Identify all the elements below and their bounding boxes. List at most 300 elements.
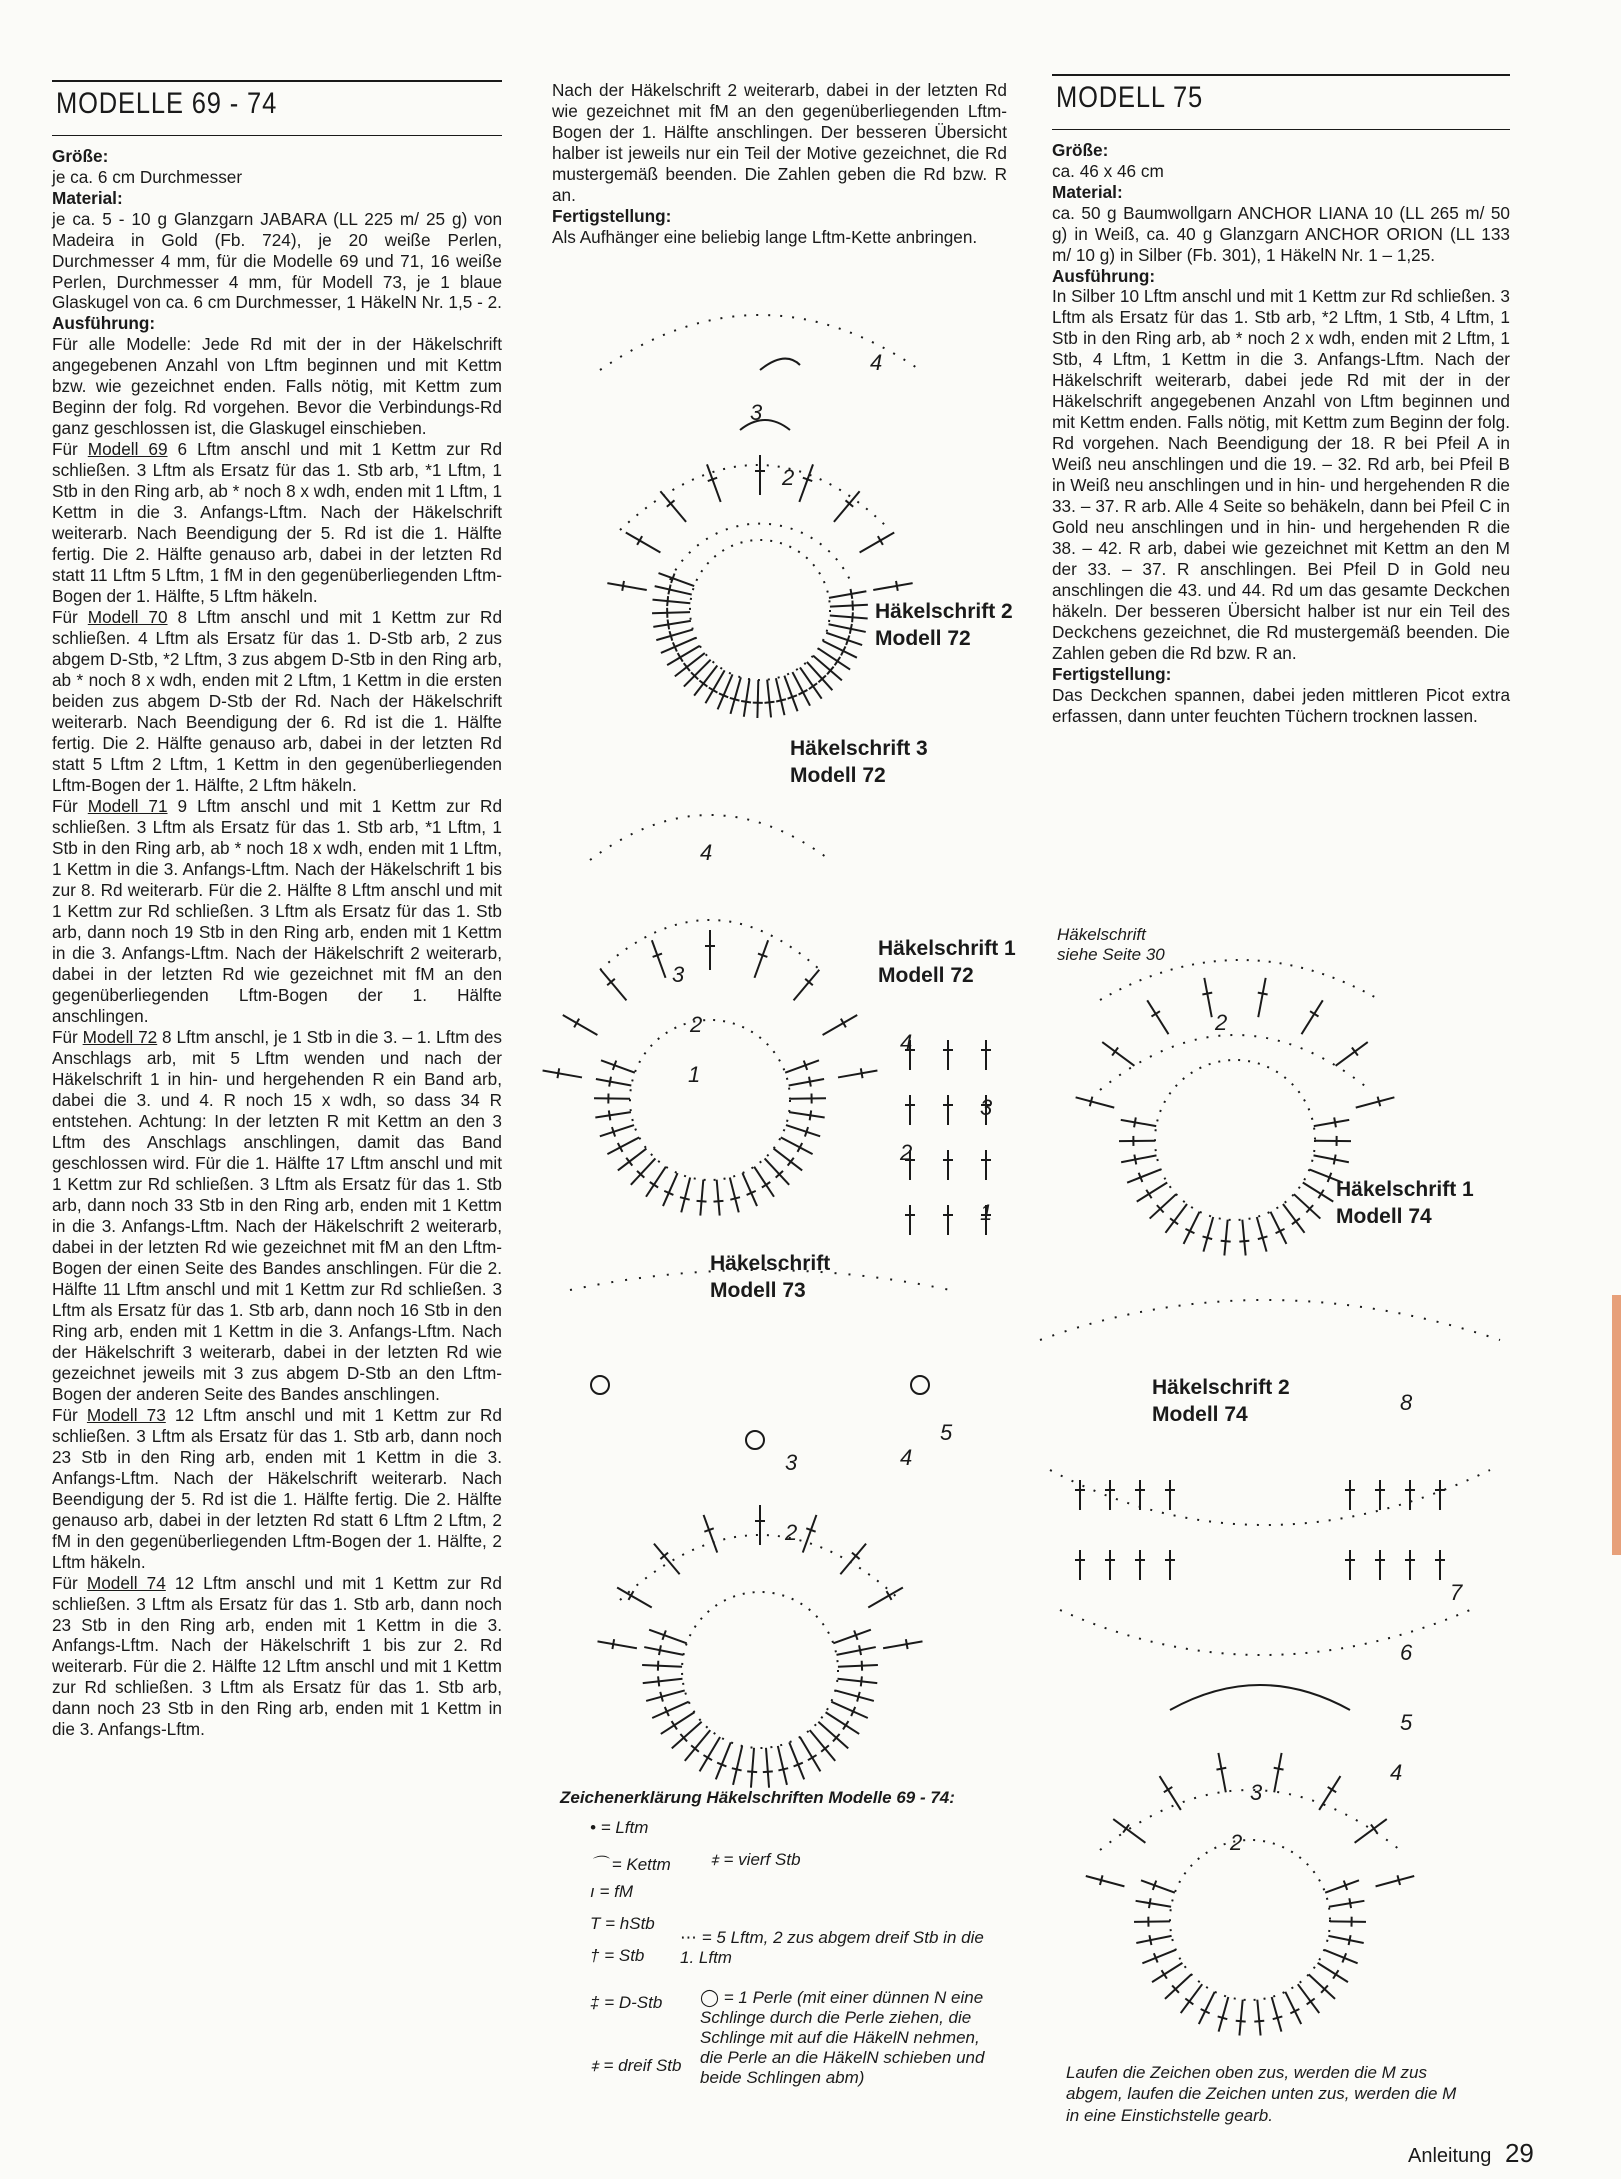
stitch-crossbar [1123, 1825, 1129, 1833]
stitch-mark [751, 1748, 754, 1788]
right-title-underline [1052, 129, 1510, 130]
stitch-mark [652, 612, 690, 613]
stitch-mark [1314, 1155, 1349, 1162]
stitch-crossbar [669, 631, 672, 641]
stitch-crossbar [1349, 1898, 1351, 1908]
stitch-ticks-72-3 [543, 930, 878, 1216]
size-text: je ca. 6 cm Durchmesser [52, 166, 243, 187]
stitch-crossbar [1134, 1155, 1136, 1165]
stitch-mark [643, 1679, 683, 1683]
middle-finish-text: Als Aufhänger eine beliebig lange Lftm-Kette anbringen. [552, 226, 978, 247]
stitch-crossbar [658, 1676, 659, 1686]
stitch-crossbar [1149, 1935, 1151, 1945]
stitch-crossbar [680, 1197, 690, 1199]
label-73: Häkelschrift Modell 73 [710, 1252, 831, 1303]
stitch-crossbar [1185, 1999, 1193, 2005]
model-70-ref: Modell 70 [87, 607, 168, 628]
footer [1408, 2138, 1534, 2169]
stitch-crossbar [557, 1068, 559, 1078]
exec-label: Ausführung: [52, 313, 156, 334]
round-label-6: 6 [1400, 1640, 1413, 1665]
right-material-label: Material: [1052, 181, 1123, 202]
row-1-label: 1 [980, 1200, 993, 1225]
stitch-mark [1142, 1950, 1175, 1963]
label-72-3: Häkelschrift 3 Modell 72 [790, 737, 928, 788]
stitch-mark [781, 1137, 813, 1154]
stitch-mark [826, 1712, 860, 1734]
stitch-mark [642, 1665, 682, 1667]
model-72-ref: Modell 72 [82, 1026, 158, 1047]
stitch-crossbar [850, 624, 852, 634]
stitch-mark [1203, 1217, 1213, 1252]
stitch-mark [1127, 1169, 1160, 1182]
stitch-mark [837, 1647, 876, 1655]
legend-dreifstb: ⧧ = dreif Stb [590, 2056, 682, 2075]
stitch-mark [672, 1722, 702, 1749]
stitch-mark [776, 678, 785, 715]
round-label-1: 1 [688, 1062, 701, 1087]
edge-mark [1612, 1295, 1621, 1555]
legend-dstb: ‡ = D-Stb [590, 1993, 663, 2012]
stitch-crossbar [810, 1110, 812, 1120]
crochet-chart-74-2 [1020, 1280, 1520, 2040]
stitch-mark [754, 940, 768, 978]
footer-section: Anleitung [1408, 2145, 1492, 2167]
stitch-mark [1136, 1901, 1172, 1907]
stitch-mark [1274, 1753, 1281, 1792]
stitch-crossbar [1273, 2016, 1283, 2019]
stitch-crossbar [896, 581, 898, 591]
legend-vierfstb: ⧧ = vierf Stb [710, 1850, 801, 1869]
stitch-mark [1376, 1876, 1415, 1886]
stitch-crossbar [1090, 1097, 1093, 1107]
stitch-mark [543, 1070, 582, 1077]
stitch-mark [717, 1180, 720, 1216]
stitch-mark [1076, 1097, 1115, 1107]
legend-perle: ◯ = 1 Perle (mit einer dünnen N eine Schlinge durch die Perle ziehen, die Schlinge mit auf die HäkelN nehmen, die Perle an die HäkelN schieben und beide Schlingen abm) [700, 1988, 985, 2087]
stitch-mark [1319, 1776, 1340, 1810]
title-rule [52, 80, 502, 82]
stitch-mark [1303, 1183, 1333, 1202]
exec-para-1: Für alle Modelle: Jede Rd mit der in der Häkelschrift angegebenen Anzahl von Lftm beginnen und mit Kettm bzw. wie gezeichnet enden. Falls nötig, mit Kettm zum Beginn der folg. Rd vorgehen. Bevor die Verbindungs-Rd ganz geschlossen ist, die Glaskugel einschieben. [52, 334, 502, 439]
exec-para-73: Für Modell 73 12 Lftm anschl und mit 1 Kettm zur Rd schließen. 3 Lftm als Ersatz für das 1. Stb arb, dann noch 23 Stb in den Ring arb, enden mit 1 Kettm in die 3. Anfangs-Lftm. Nach der Häkelschrift weiterarb. Nach Beendigung der 5. Rd ist die 1. Hälfte fertig. Die 2. Hälfte genauso arb, dabei in der letzten Rd statt 6 Lftm 2 Lftm, 2 fM in den gegenüberliegenden Lftm-Bogen der 1. Hälfte, 2 Lftm häkeln. [52, 1404, 502, 1572]
legend-fm: ı = fM [590, 1882, 634, 1901]
round-label-3: 3 [785, 1450, 798, 1475]
stitch-mark [730, 677, 740, 714]
stitch-mark [757, 680, 758, 718]
quad-cross-icon: ⧧ [710, 1850, 719, 1869]
right-finish-text: Das Deckchen spannen, dabei jeden mittleren Picot extra erfassen, dann unter feuchten Tüchern trocknen lassen. [1052, 685, 1510, 727]
stitch-crossbar [650, 1182, 658, 1188]
round-2-label: 2 [782, 465, 795, 490]
left-column [52, 80, 502, 1740]
crochet-chart-72-2 [560, 280, 1020, 740]
middle-finish-label: Fertigstellung: [552, 205, 672, 226]
stitch-mark [631, 1158, 656, 1184]
stitch-crossbar [762, 1182, 770, 1188]
stitch-mark [598, 1641, 637, 1648]
stitch-crossbar [861, 1068, 863, 1078]
right-title-rule [1052, 74, 1510, 76]
stitch-mark [654, 1544, 680, 1575]
stitch-mark [659, 573, 695, 586]
stitch-crossbar [697, 1201, 707, 1202]
stitch-mark [1328, 1936, 1363, 1943]
stitch-mark [652, 940, 666, 978]
stitch-crossbar [1100, 1875, 1103, 1885]
round-label-4: 4 [1390, 1760, 1403, 1785]
crochet-chart-72-3 [560, 760, 900, 1210]
round-label-2: 2 [1215, 1010, 1228, 1035]
stitch-crossbar [609, 1077, 611, 1087]
exec-para-72: Für Modell 72 8 Lftm anschl, je 1 Stb in die 3. – 1. Lftm des Anschlags arb, mit 5 Lftm wenden und nach der Häkelschrift 1 in hin- und hergehenden R ein Band arb, dabei die 3. und 4. R noch 15 x wdh, so dass 34 R entstehen. Achtung: In der letzten R mit Kettm an den 3 Lftm des Anschlags anschlingen, damit das Band geschlossen wird. Für die 1. Hälfte 17 Lftm anschl und mit 1 Kettm zur Rd schließen. 3 Lftm als Ersatz für das 1. Stb arb, dann noch 33 Stb in den Ring arb, enden mit 1 Kettm in die 3. Anfangs-Lftm. Nach der Häkelschrift 2 weiterarb, dabei in der letzten Rd wie gezeichnet mit fM an den Lftm-Bogen der einen Seite des Bandes anschlingen. Für die 2. Hälfte 11 Lftm anschl und mit 1 Kettm zur Rd schließen. 3 Lftm als Ersatz für das 1. Stb arb, dann noch 16 Stb in den Ring arb, enden mit 1 Kettm in die 3. Anfangs-Lftm. Nach der Häkelschrift 3 weiterarb, dabei in der letzten Rd wie gezeichnet jeweils mit 3 zus abgem D-Stb an den Lftm-Bogen der anderen Seite des Bandes anschlingen. [52, 1026, 502, 1404]
right-exec-label: Ausführung: [1052, 265, 1156, 286]
stitch-mark [823, 1015, 858, 1035]
stitch-mark [1121, 1155, 1156, 1162]
model-73-ref: Modell 73 [86, 1404, 166, 1425]
stitch-mark [829, 624, 866, 632]
label-74-2: Häkelschrift 2 Modell 74 [1152, 1376, 1290, 1427]
stitch-mark [707, 464, 721, 502]
stitch-mark [607, 1137, 639, 1154]
stitch-mark [596, 1079, 631, 1086]
stitch-mark [649, 1630, 687, 1644]
cross-icon: † [590, 1946, 600, 1965]
dot-icon: • [590, 1818, 596, 1837]
stitch-crossbar [1112, 1047, 1118, 1055]
row-2-label: 2 [900, 1140, 913, 1165]
stitch-mark [663, 1173, 678, 1206]
stitch-mark [784, 676, 797, 712]
round-label-2: 2 [785, 1520, 798, 1545]
stitch-mark [595, 1112, 631, 1117]
stitch-mark [838, 1070, 877, 1077]
stitch-mark [766, 1748, 769, 1788]
legend-hstb: T = hStb [590, 1914, 655, 1933]
stitch-mark [830, 615, 868, 618]
stitch-crossbar [778, 1768, 788, 1770]
round-label-2: 2 [1230, 1830, 1243, 1855]
row-3-label: 3 [980, 1095, 993, 1120]
stitch-crossbar [1239, 1241, 1249, 1242]
round-4-label: 4 [870, 350, 883, 375]
stitch-mark [831, 1702, 868, 1718]
stitch-mark [655, 586, 692, 594]
short-bar-icon: ı [590, 1882, 595, 1901]
stitch-crossbar [713, 1201, 723, 1202]
stitch-crossbar [1371, 1825, 1377, 1833]
label-74-1: Häkelschrift 1 Modell 74 [1336, 1178, 1474, 1229]
crochet-chart-72-1 [880, 1020, 1000, 1250]
stitch-ticks-72-2 [607, 455, 912, 718]
stitch-mark [1152, 1963, 1182, 1982]
stitch-mark [829, 591, 866, 598]
stitch-mark [644, 1647, 683, 1655]
stitch-mark [1224, 1220, 1227, 1256]
note-75: Laufen die Zeichen oben zus, werden die M zus abgem, laufen die Zeichen unten zus, werden die M in eine Einstichstelle gearb. [1066, 2063, 1457, 2125]
stitch-mark [1121, 1120, 1156, 1126]
stitch-mark [653, 600, 691, 604]
t-icon: T [590, 1914, 601, 1933]
stitch-mark [661, 1712, 695, 1734]
right-material-text: ca. 50 g Baumwollgarn ANCHOR LIANA 10 (LL 265 m/ 50 g) in Weiß, ca. 40 g Glanzgarn ANCHOR ORION (LL 133 m/ 10 g) in Silber (Fb. 301), 1 HäkelN Nr. 1 – 1,25. [1052, 202, 1510, 265]
stitch-mark [789, 1079, 824, 1086]
stitch-mark [744, 679, 750, 717]
stitch-mark [1283, 1204, 1305, 1233]
stitch-mark [786, 1125, 820, 1136]
stitch-crossbar [660, 1692, 663, 1702]
stitch-crossbar [1203, 1236, 1213, 1239]
stitch-mark [1329, 1901, 1365, 1907]
round-label-7: 7 [1450, 1580, 1463, 1605]
stitch-crossbar [1218, 2016, 1228, 2019]
stitch-mark [835, 1690, 874, 1700]
stitch-crossbar [1334, 1117, 1336, 1127]
stitch-mark [660, 491, 686, 522]
round-label-5: 5 [1400, 1710, 1413, 1735]
triple-cross-icon: ⧧ [590, 2056, 599, 2075]
stitch-mark [1165, 1974, 1191, 1998]
stitch-mark [1294, 1194, 1320, 1218]
stitch-mark [834, 491, 860, 522]
stitch-crossbar [843, 1721, 848, 1729]
exec-para-71: Für Modell 71 9 Lftm anschl und mit 1 Kettm zur Rd schließen. 3 Lftm als Ersatz für das 1. Stb arb, *1 Lftm, 1 Stb in den Ring arb, ab * noch 18 x wdh, enden mit 1 Lftm, 1 Kettm in die 3. Anfangs-Lftm. Nach der Häkelschrift 1 bis zur 8. Rd weiterarb. Für die 2. Hälfte 8 Lftm anschl und mit 1 Kettm zur Rd schließen. 3 Lftm als Ersatz für das 1. Stb arb, dann noch 19 Stb in den Ring arb, enden mit 1 Kettm in die 3. Anfangs-Lftm. Nach der Häkelschrift 2 weiterarb, dabei in der letzten Rd wie gezeichnet mit fM an den gegenüberliegenden Lftm-Bogen der 1. Hälfte anschlingen. [52, 796, 503, 1026]
stitch-mark [600, 1125, 634, 1136]
stitch-mark [1219, 1997, 1229, 2032]
stitch-crossbar [835, 657, 841, 665]
legend-kettm: ⌒ = Kettm [590, 1855, 671, 1874]
stitch-crossbar [906, 1639, 908, 1649]
stitch-mark [652, 1702, 689, 1718]
label-72-2: Häkelschrift 2 Modell 72 [875, 600, 1013, 651]
right-exec-text: In Silber 10 Lftm anschl und mit 1 Kettm zur Rd schließen. 3 Lftm als Ersatz für das 1. Stb arb, *2 Lftm, 1 Stb, 4 Lftm, 1 Stb in den Ring arb, ab * noch 2 x wdh, enden mit 2 Lftm, 1 Stb, 4 Lftm, 1 Kettm in die 3. Anfangs-Lftm. Nach der Häkelschrift weiterarb, dabei jede Rd mit der in der Häkelschrift angegebenen Anzahl von Lftm beginnen und mit Kettm enden. Falls nötig, mit Kettm zum Beginn der folg. Rd vorgehen. Nach Beendigung der 18. R bei Pfeil A in Weiß neu anschlingen und die 19. – 32. Rd arb, bei Pfeil B in Weiß neu anschlingen und in hin- und hergehenden R die 33. – 37. R arb. Alle 4 Seite so behäkeln, dann bei Pfeil C in Gold neu anschlingen und in hin- und hergehenden R die 38. – 42. R arb, dabei wie gezeichnet mit Kettm an den M der 33. – 37. R anschlingen. Bei Pfeil D in Gold neu anschlingen die 43. und 44. Rd um das gesamte Deckchen häkeln. Der besseren Übersicht halber ist nur ein Teil des Deckchens gezeichnet, die Rd mustergemäß beenden. Die Zahlen geben die Rd bzw. R an. [1052, 286, 1510, 664]
stitch-mark [617, 1588, 652, 1608]
stitch-mark [1355, 1819, 1387, 1843]
stitch-crossbar [1236, 2021, 1246, 2022]
stitch-crossbar [809, 683, 817, 689]
stitch-mark [1150, 1194, 1176, 1218]
stitch-mark [767, 680, 771, 718]
stitch-mark [1330, 1921, 1366, 1922]
stitch-mark [1257, 2000, 1260, 2036]
stitch-mark [807, 662, 832, 690]
stitch-mark [789, 1742, 804, 1779]
stitch-crossbar [1397, 1875, 1400, 1885]
stitch-mark [1302, 1000, 1323, 1034]
stitch-crossbar [609, 1110, 611, 1120]
stitch-mark [1181, 1984, 1202, 2013]
stitch-crossbar [763, 1771, 773, 1772]
stitch-mark [1298, 1984, 1319, 2013]
stitch-mark [646, 1167, 666, 1197]
right-finish-label: Fertigstellung: [1052, 664, 1172, 685]
stitch-mark [873, 583, 912, 590]
round-label-4: 4 [700, 840, 713, 865]
stitch-crossbar [659, 1645, 661, 1655]
stitch-mark [1086, 1876, 1125, 1886]
stitch-mark [830, 605, 868, 607]
stitch-mark [765, 1158, 790, 1184]
stitch-crossbar [732, 1768, 742, 1770]
right-column [1052, 74, 1510, 727]
stitch-mark [1199, 1992, 1215, 2024]
stitch-crossbar [668, 585, 670, 595]
stitch-mark [1314, 1120, 1349, 1126]
stitch-mark [1204, 978, 1211, 1017]
stitch-mark [1147, 1000, 1168, 1034]
stitch-mark [1165, 1204, 1187, 1233]
round-label-8: 8 [1400, 1390, 1413, 1415]
stitch-ticks-74-2 [1075, 1480, 1445, 2036]
stitch-mark [681, 1178, 690, 1213]
double-cross-icon: ‡ [590, 1993, 600, 2012]
stitch-mark [1134, 1921, 1170, 1922]
stitch-mark [1285, 1992, 1301, 2024]
stitch-crossbar [861, 1676, 862, 1686]
stitch-ticks-72-1 [905, 1040, 991, 1235]
stitch-mark [684, 660, 711, 687]
stitch-crossbar [1162, 1970, 1167, 1978]
stitch-mark [1218, 1753, 1225, 1792]
legend-picot: ⋯ = 5 Lftm, 2 zus abgem dreif Stb in die 1. Lftm [680, 1928, 984, 1967]
stitch-mark [716, 1742, 731, 1779]
round-label-4: 4 [900, 1445, 913, 1470]
stitch-mark [601, 970, 627, 1001]
stitch-mark [1257, 1217, 1267, 1252]
stitch-mark [742, 1173, 757, 1206]
stitch-crossbar [667, 596, 668, 606]
model-69-ref: Modell 69 [87, 439, 168, 460]
stitch-crossbar [1334, 1155, 1336, 1165]
stitch-crossbar [1349, 1935, 1351, 1945]
bead-icon: ◯ [700, 1988, 720, 2007]
stitch-crossbar [765, 702, 775, 703]
stitch-crossbar [668, 620, 670, 630]
stitch-crossbar [730, 1197, 740, 1199]
stitch-mark [594, 1098, 630, 1099]
stitch-mark [1258, 978, 1265, 1017]
stitch-mark [818, 1722, 848, 1749]
stitch-mark [785, 1060, 819, 1072]
stitch-mark [1239, 2000, 1242, 2036]
stitch-crossbar [1274, 1768, 1284, 1770]
ref-75: Häkelschrift siehe Seite 30 [1057, 925, 1165, 964]
round-label-2: 2 [690, 1012, 703, 1037]
stitch-mark [733, 1746, 742, 1785]
round-label-3: 3 [672, 962, 685, 987]
stitch-mark [794, 970, 820, 1001]
stitch-mark [646, 1690, 685, 1700]
stitch-crossbar [1333, 1970, 1338, 1978]
stitch-mark [790, 1098, 826, 1099]
right-title: MODELL 75 [1056, 81, 1204, 114]
stitch-mark [840, 1544, 866, 1575]
stitch-mark [1160, 1776, 1181, 1810]
stitch-mark [860, 533, 895, 553]
stitch-crossbar [747, 1771, 757, 1772]
stitch-mark [1356, 1097, 1395, 1107]
stitch-mark [838, 1679, 878, 1683]
stitch-mark [826, 633, 862, 645]
model-74-ref: Modell 74 [86, 1572, 166, 1593]
stitch-mark [601, 1060, 635, 1072]
stitch-mark [799, 464, 813, 502]
stitch-mark [626, 533, 661, 553]
picot-icon: ⋯ [680, 1928, 697, 1947]
stitch-mark [1137, 1183, 1167, 1202]
stitch-crossbar [672, 1721, 677, 1729]
stitch-crossbar [1149, 1898, 1151, 1908]
stitch-crossbar [1258, 1236, 1268, 1239]
stitch-mark [838, 1665, 878, 1667]
legend-stb: † = Stb [590, 1946, 645, 1965]
right-size-label: Größe: [1052, 139, 1109, 160]
stitch-crossbar [1258, 993, 1268, 995]
right-size-text: ca. 46 x 46 cm [1052, 160, 1164, 181]
stitch-crossbar [857, 1692, 860, 1702]
stitch-crossbar [1307, 1999, 1315, 2005]
stitch-mark [607, 583, 646, 590]
stitch-mark [1270, 1212, 1286, 1244]
stitch-crossbar [730, 698, 740, 701]
stitch-crossbar [776, 699, 786, 701]
stitch-crossbar [741, 701, 751, 702]
stitch-crossbar [1254, 2021, 1264, 2022]
stitch-mark [1336, 1042, 1368, 1066]
stitch-mark [1324, 1950, 1357, 1963]
stitch-mark [704, 1515, 718, 1553]
stitch-mark [789, 1112, 825, 1117]
stitch-mark [563, 1015, 598, 1035]
stitch-crossbar [852, 612, 853, 622]
stitch-mark [1102, 1042, 1134, 1066]
stitch-mark [700, 1180, 703, 1216]
stitch-mark [1242, 1220, 1245, 1256]
size-label: Größe: [52, 145, 109, 166]
round-label-3: 3 [1250, 1780, 1263, 1805]
stitch-crossbar [859, 1645, 861, 1655]
exec-para-70: Für Modell 70 8 Lftm anschl und mit 1 Kettm zur Rd schließen. 4 Lftm als Ersatz für das 1. D-Stb arb, 2 zus abgem D-Stb, *2 Lftm, 3 zus abgem D-Stb in den Ring arb, ab * noch 8 x wdh, enden mit 2 Lftm, 1 Kettm in die ersten beiden zus abgem D-Stb der Rd. Nach der Häkelschrift weiterarb. Nach Beendigung der 6. Rd ist die 1. Hälfte fertig. Die 2. Hälfte genauso arb, dabei in der letzten Rd statt 5 Lftm 2 Lftm, 1 Kettm in den gegenüberliegenden Lftm-Bogen der 1. Hälfte, 2 Lftm häkeln. [52, 607, 503, 796]
round-label-5: 5 [940, 1420, 953, 1445]
exec-para-69: Für Modell 69 6 Lftm anschl und mit 1 Kettm zur Rd schließen. 3 Lftm als Ersatz für das 1. Stb arb, *1 Lftm, 1 Stb in den Ring arb, ab * noch 8 x wdh, enden mit 1 Lftm, 1 Kettm in die 3. Anfangs-Lftm. Nach der Häkelschrift weiterarb. Nach Beendigung der 5. Rd ist die 1. Hälfte fertig. Die 2. Hälfte genauso arb, dabei in der letzten Rd statt 11 Lftm 5 Lftm, 1 fM in den gegenüberliegenden Lftm-Bogen der 1. Hälfte, 5 Lftm häkeln. [52, 439, 503, 607]
stitch-crossbar [1216, 1768, 1226, 1770]
material-text: je ca. 5 - 10 g Glanzgarn JABARA (LL 225 m/ 25 g) von Madeira in Gold (Fb. 724), je 20 weiße Perlen, Durchmesser 4 mm, für die Modelle 69 und 71, 16 weiße Perlen, Durchmesser 4 mm, für Modell 73, je 1 blaue Glaskugel von ca. 6 cm Durchmesser, 1 HäkelN Nr. 1,5 - 2. [52, 208, 502, 313]
stitch-crossbar [1352, 1047, 1358, 1055]
exec-para-74: Für Modell 74 12 Lftm anschl und mit 1 Kettm zur Rd schließen. 3 Lftm als Ersatz für das 1. Stb arb, dann noch 23 Stb in den Ring arb, enden mit 1 Kettm in die 3. Anfangs-Lftm. Nach der Häkelschrift 1 bis zur 2. Rd weiterarb. Für die 2. Hälfte 12 Lftm anschl und mit 1 Kettm zur Rd schließen. 3 Lftm als Ersatz für das 1. Stb arb, dann noch 23 Stb in den Ring arb, enden mit 1 Kettm in die 3. Anfangs-Lftm. [52, 1572, 502, 1740]
stitch-crossbar [612, 1639, 614, 1649]
stitch-mark [656, 630, 692, 641]
legend [560, 1788, 1020, 2148]
stitch-crossbar [1378, 1097, 1381, 1107]
row-4-label: 4 [900, 1030, 913, 1055]
stitch-mark [730, 1178, 739, 1213]
legend-title: Zeichenerklärung Häkelschriften Modelle 69 - 74: [560, 1788, 955, 1807]
stitch-crossbar [851, 589, 853, 599]
material-label: Material: [52, 187, 123, 208]
stitch-mark [800, 1737, 820, 1771]
stitch-mark [653, 621, 691, 627]
stitch-crossbar [1134, 1117, 1136, 1127]
stitch-crossbar [1202, 993, 1212, 995]
stitch-mark [1141, 1880, 1175, 1892]
stitch-mark [833, 1630, 871, 1644]
stitch-crossbar [809, 1077, 811, 1087]
stitch-mark [778, 1746, 787, 1785]
legend-lftm: • = Lftm [590, 1818, 649, 1837]
stitch-mark [754, 1167, 774, 1197]
stitch-mark [803, 1515, 817, 1553]
page-number: 29 [1504, 2138, 1534, 2168]
